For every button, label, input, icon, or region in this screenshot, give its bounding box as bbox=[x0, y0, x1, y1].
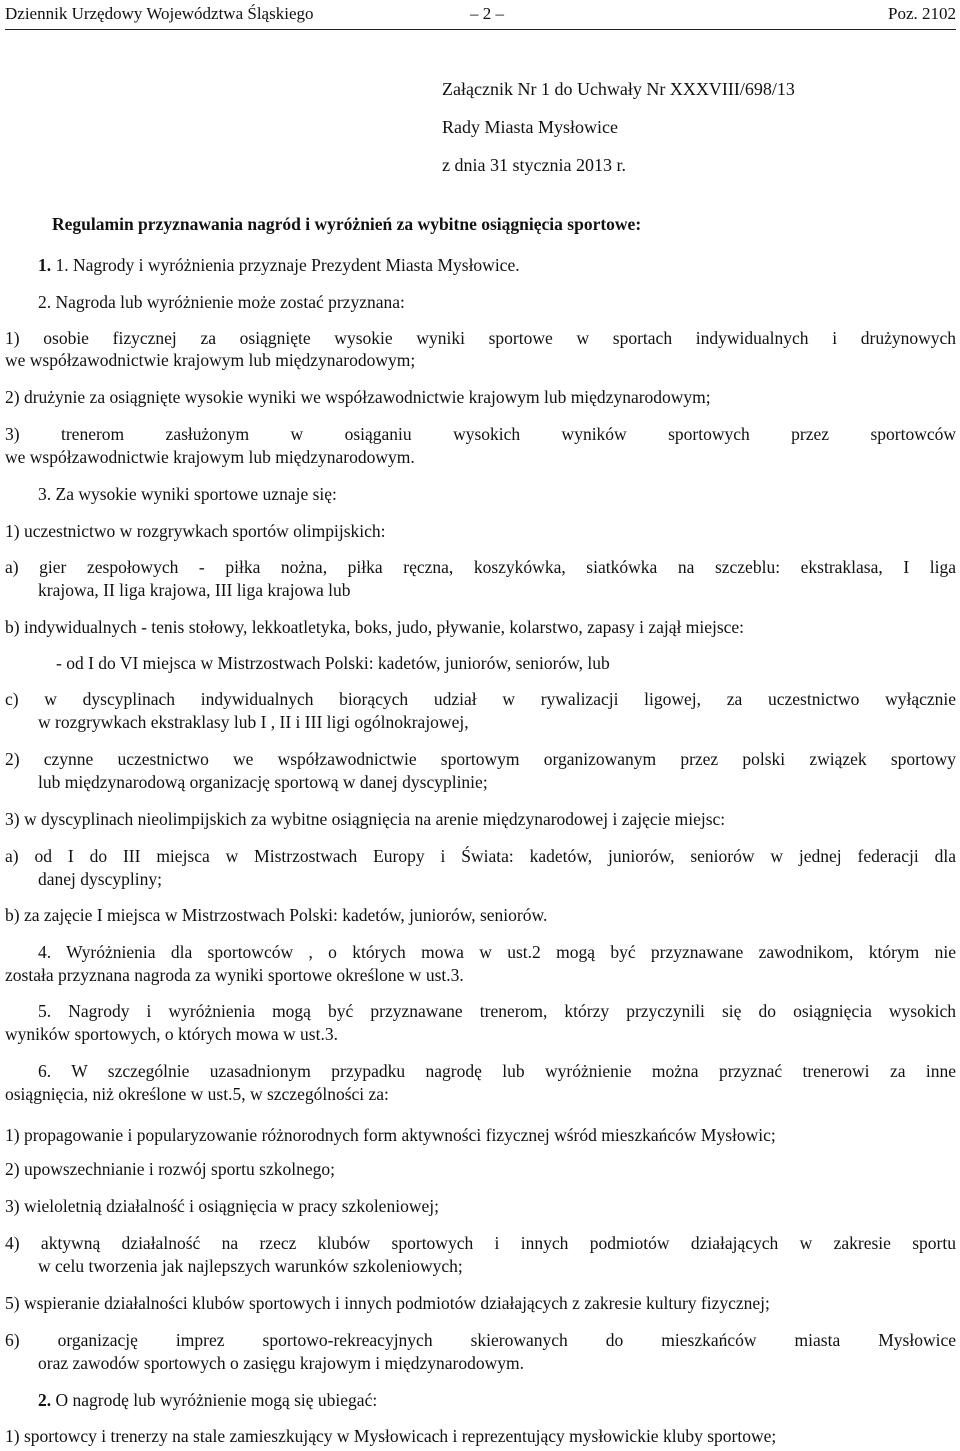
annex-line-1: Załącznik Nr 1 do Uchwały Nr XXXVIII/698/13 bbox=[442, 79, 795, 99]
section-2-intro: 2. Nagroda lub wyróżnienie może zostać przyznana: bbox=[38, 292, 405, 312]
section-2-item-2: 2) drużynie za osiągnięte wysokie wyniki we współzawodnictwie krajowym lub międzynarodowym; bbox=[5, 387, 711, 407]
section-3-item-1a-cont: krajowa, II liga krajowa, III liga krajowa lub bbox=[38, 580, 351, 600]
section-5: 5. Nagrody i wyróżnienia mogą być przyznawane trenerom, którzy przyczynili się do osiągnięcia wysokich bbox=[38, 1001, 956, 1021]
document-title: Regulamin przyznawania nagród i wyróżnień za wybitne osiągnięcia sportowe: bbox=[52, 214, 642, 234]
section-3-item-1c-cont: w rozgrywkach ekstraklasy lub I , II i III ligi ogólnokrajowej, bbox=[38, 712, 469, 732]
paragraph-2 bbox=[38, 1390, 377, 1411]
annex-line-2: Rady Miasta Mysłowice bbox=[442, 117, 618, 137]
section-3-item-3a: a) od I do III miejsca w Mistrzostwach Europy i Świata: kadetów, juniorów, seniorów w jednej federacji dla bbox=[5, 846, 956, 866]
section-3-item-2: 2) czynne uczestnictwo we współzawodnictwie sportowym organizowanym przez polski związek sportowy bbox=[5, 749, 956, 769]
section-3-intro: 3. Za wysokie wyniki sportowe uznaje się: bbox=[38, 484, 337, 504]
section-3-item-1c: c) w dyscyplinach indywidualnych biorących udział w rywalizacji ligowej, za uczestnictwo wyłącznie bbox=[5, 689, 956, 709]
section-5-cont: wyników sportowych, o których mowa w ust.3. bbox=[5, 1024, 338, 1044]
page-header bbox=[5, 0, 956, 30]
section-2-item-3: 3) trenerom zasłużonym w osiąganiu wysokich wyników sportowych przez sportowców bbox=[5, 424, 956, 444]
section-3-item-1a: a) gier zespołowych - piłka nożna, piłka ręczna, koszykówka, siatkówka na szczeblu: ekstraklasa, I liga bbox=[5, 557, 956, 577]
section-3-item-3b: b) za zajęcie I miejsca w Mistrzostwach Polski: kadetów, juniorów, seniorów. bbox=[5, 905, 548, 925]
annex-line-3: z dnia 31 stycznia 2013 r. bbox=[442, 155, 626, 175]
paragraph-2-text: O nagrodę lub wyróżnienie mogą się ubiegać: bbox=[55, 1390, 378, 1410]
page-number: – 2 – bbox=[470, 4, 504, 23]
section-3-item-1b-dash: - od I do VI miejsca w Mistrzostwach Polski: kadetów, juniorów, seniorów, lub bbox=[56, 653, 610, 673]
section-6-item-6: 6) organizację imprez sportowo-rekreacyjnych skierowanych do mieszkańców miasta Mysłowice bbox=[5, 1330, 956, 1350]
section-4: 4. Wyróżnienia dla sportowców , o których mowa w ust.2 mogą być przyznawane zawodnikom, którym nie bbox=[38, 942, 956, 962]
section-6-item-4: 4) aktywną działalność na rzecz klubów sportowych i innych podmiotów działających w zakresie sportu bbox=[5, 1233, 956, 1253]
section-3-item-1: 1) uczestnictwo w rozgrywkach sportów olimpijskich: bbox=[5, 521, 386, 541]
section-6-item-6-cont: oraz zawodów sportowych o zasięgu krajowym i międzynarodowym. bbox=[38, 1353, 524, 1373]
section-3-item-2-cont: lub międzynarodową organizację sportową w danej dyscyplinie; bbox=[38, 772, 488, 792]
paragraph-2-number: 2. bbox=[38, 1390, 52, 1410]
journal-title: Dziennik Urzędowy Województwa Śląskiego bbox=[5, 4, 314, 23]
section-2-item-1-cont: we współzawodnictwie krajowym lub międzynarodowym; bbox=[5, 350, 416, 370]
section-1 bbox=[38, 255, 520, 276]
section-2-item-3-cont: we współzawodnictwie krajowym lub międzynarodowym. bbox=[5, 447, 415, 467]
section-6: 6. W szczególnie uzasadnionym przypadku nagrodę lub wyróżnienie można przyznać trenerowi za inne bbox=[38, 1061, 956, 1081]
section-6-item-4-cont: w celu tworzenia jak najlepszych warunków szkoleniowych; bbox=[38, 1256, 463, 1276]
section-3-item-3: 3) w dyscyplinach nieolimpijskich za wybitne osiągnięcia na arenie międzynarodowej i zajęcie miejsc: bbox=[5, 809, 726, 829]
position-number: Poz. 2102 bbox=[888, 4, 956, 23]
section-3-item-3a-cont: danej dyscypliny; bbox=[38, 869, 162, 889]
section-6-item-3: 3) wieloletnią działalność i osiągnięcia w pracy szkoleniowej; bbox=[5, 1196, 439, 1216]
section-4-cont: została przyznana nagroda za wyniki sportowe określone w ust.3. bbox=[5, 965, 464, 985]
section-6-item-2: 2) upowszechnianie i rozwój sportu szkolnego; bbox=[5, 1159, 335, 1179]
section-3-item-1b: b) indywidualnych - tenis stołowy, lekkoatletyka, boks, judo, pływanie, kolarstwo, zapasy i zajął miejsce: bbox=[5, 617, 745, 637]
section-1-text: 1. Nagrody i wyróżnienia przyznaje Prezydent Miasta Mysłowice. bbox=[55, 255, 520, 275]
section-2-item-1: 1) osobie fizycznej za osiągnięte wysokie wyniki sportowe w sportach indywidualnych i drużynowych bbox=[5, 328, 956, 348]
section-6-cont: osiągnięcia, niż określone w ust.5, w szczególności za: bbox=[5, 1084, 389, 1104]
section-1-number: 1. bbox=[38, 255, 52, 275]
section-6-item-1: 1) propagowanie i popularyzowanie różnorodnych form aktywności fizycznej wśród mieszkańców Mysłowic; bbox=[5, 1125, 776, 1145]
paragraph-2-item-1: 1) sportowcy i trenerzy na stale zamieszkujący w Mysłowicach i reprezentujący mysłowickie kluby sportowe; bbox=[5, 1426, 777, 1446]
section-6-item-5: 5) wspieranie działalności klubów sportowych i innych podmiotów działających z zakresie kultury fizycznej; bbox=[5, 1293, 770, 1313]
